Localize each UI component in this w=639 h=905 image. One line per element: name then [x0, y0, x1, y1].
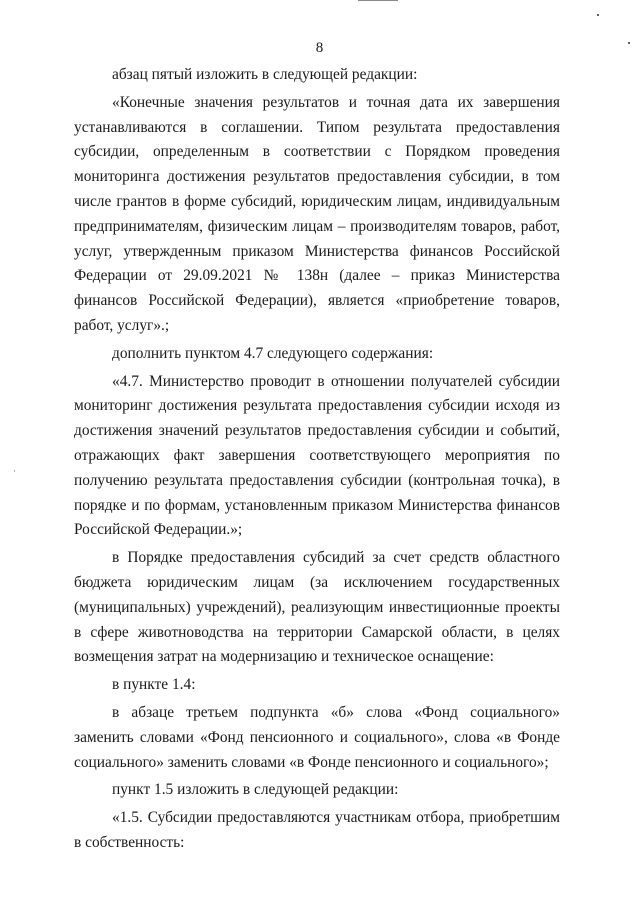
paragraph-3: дополнить пунктом 4.7 следующего содержания:: [112, 344, 434, 362]
paragraph-1: абзац пятый изложить в следующей редакции:: [112, 66, 418, 83]
scan-speck: [597, 14, 599, 16]
document-body: [74, 63, 560, 856]
page-number: 8: [315, 40, 324, 56]
paragraph-5: в Порядке предоставления субсидий за счет средств областного бюджета юридическим лицам (за исключением государственных (муниципальных) учреждений), реализующим инвестиционные проекты в сфере животноводства на территории Самарской области, в целях возмещения затрат на модернизацию и техническое оснащение:: [74, 549, 560, 666]
paragraph-7: в абзаце третьем подпункта «б» слова «Фонд социального» заменить словами «Фонд пенсионного и социального», слова «в Фонде социального» заменить словами «в Фонде пенсионного и социального»;: [74, 703, 560, 771]
paragraph-2: «Конечные значения результатов и точная дата их завершения устанавливаются в соглашении. Типом результата предоставления субсидии, определенным в соответствии с Порядком проведения мониторинга достижения результатов предоставления субсидии, в том числе грантов в форме субсидий, юридическим лицам, индивидуальным предпринимателям, физическим лицам – производителям товаров, работ, услуг, утвержденным приказом Министерства финансов Российской Федерации от 29.09.2021 № 138н (далее – приказ Министерства финансов Российской Федерации), является «приобретение товаров, работ, услуг».;: [74, 93, 560, 334]
paragraph-4: «4.7. Министерство проводит в отношении получателей субсидии мониторинг достижения результата предоставления субсидии исходя из достижения значений результатов предоставления субсидии и событий, отражающих факт завершения соответствующего мероприятия по получению результата предоставления субсидии (контрольная точка), в порядке и по формам, установленным приказом Министерства финансов Российской Федерации.»;: [74, 372, 560, 539]
paragraph-9: «1.5. Субсидии предоставляются участникам отбора, приобретшим в собственность:: [74, 809, 560, 851]
paragraph-8: пункт 1.5 изложить в следующей редакции:: [112, 781, 399, 799]
scan-edge-mark: [358, 0, 398, 1]
scan-speck: [14, 470, 15, 472]
paragraph-6: в пункте 1.4:: [112, 676, 196, 694]
